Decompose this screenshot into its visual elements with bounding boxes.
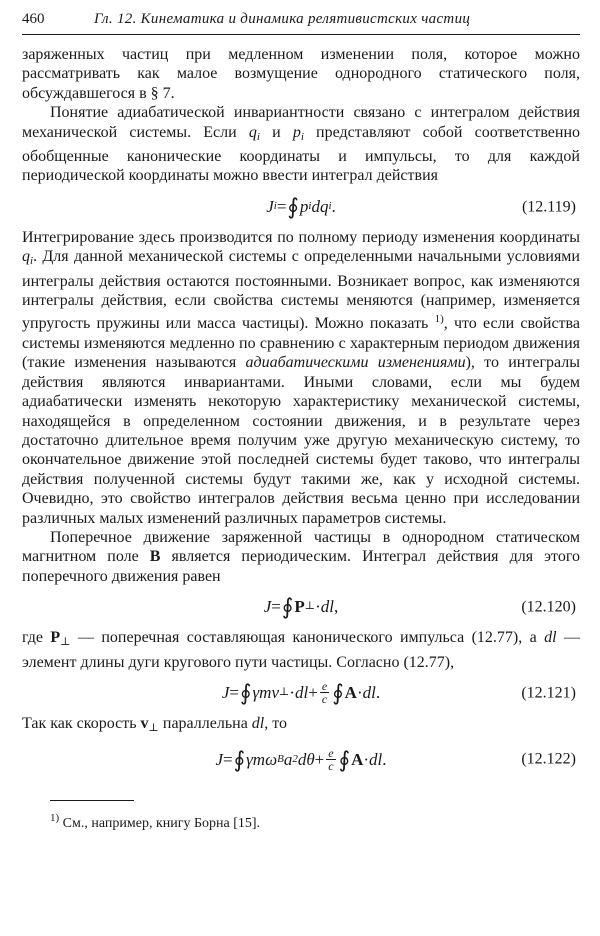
footnote: $^{1)}$ См., например, книгу Борна [15]. [50,812,261,832]
footnote-ref: 1) [434,313,444,326]
paragraph-6: Так как скорость $v_\perp$ параллельна dl, то [22,714,288,734]
contour-integral-symbol: ∮ [240,680,252,706]
paragraph-3: Интегрирование здесь производится по полному периоду изменения координаты $q_i$. Для данной механической системы с определенными начальными условиями интегралы действия остаются постоянными. Возникает вопрос, как изменяются интегралы действия, если свойства системы меняются (например, изменяется упругость пружины или масса частицы). Можно показать $^{1)}$, что если свойства системы изменяются медленно по сравнению с характерным периодом движения (такие изменения называются адиабатическими изменениями), то интегралы действия являются инвариантами. Иными словами, если мы будем адиабатически изменять некоторую характеристику механической системы, находящейся в определенном состоянии движения, и в результате через достаточно длительное время получим уже другую механическую систему, то окончательное движение этой последней системы будет таково, что интегралы действия полученной системы будут такими же, как у исходной системы. Очевидно, это свойство интегралов действия весьма ценно при исследовании различных малых изменений различных параметров системы. [22,228,581,527]
footnote-divider [50,800,134,801]
contour-integral-symbol: ∮ [332,680,344,706]
paragraph-5: где $P_\perp$ — поперечная составляющая канонического импульса (12.77), а dl — элемент длины дуги кругового пути частицы. Согласно (12.77), [22,629,581,671]
paragraph-1: заряженных частиц при медленном изменении поля, которое можно рассматривать как малое возмущение однородного статического поля, обсуждавшегося в § 7. [22,46,580,102]
equation-number: (12.120) [521,598,576,616]
equation-12-120: J = ∮ P ⊥ · dl , (12.120) [263,594,576,620]
page-header [22,10,580,35]
equation-number: (12.122) [521,750,576,768]
fraction-e-over-c: $\frac{e}{c}$ [328,745,334,773]
equation-number: (12.119) [521,198,576,216]
contour-integral-symbol: ∮ [338,746,351,772]
footnote-marker: 1) [50,812,60,825]
equation-12-122: J = ∮ γmω B a 2 dθ + $\frac{e}{c}$ ∮ A · dl . (12.122) [215,745,576,773]
contour-integral-symbol: ∮ [287,194,299,220]
paragraph-4: Поперечное движение заряженной частицы в однородном статическом магнитном поле B является периодическим. Интеграл действия для этого поперечного движения равен [22,528,580,585]
contour-integral-symbol: ∮ [281,594,294,620]
page-number: 460 [22,11,45,27]
equation-number: (12.121) [521,684,576,702]
contour-integral-symbol: ∮ [233,746,246,772]
fraction-e-over-c: $\frac{e}{c}$ [321,679,328,707]
adiabatic-term: адиабатическими изменениями [245,354,466,372]
paragraph-2: Понятие адиабатической инвариантности связано с интегралом действия механической системы. Если $q_i$ и $p_i$ представляют собой соответственно обобщенные канонические координаты и импульсы, то для каждой периодической координаты можно ввести интеграл действия [22,104,581,185]
running-title: Гл. 12. Кинематика и динамика релятивистских частиц [94,11,471,27]
equation-12-119: J i = ∮ p i dq i . (12.119) [266,194,576,220]
equation-12-121: J = ∮ γmv ⊥ · dl + $\frac{e}{c}$ ∮ A · dl . (12.121) [221,679,576,707]
